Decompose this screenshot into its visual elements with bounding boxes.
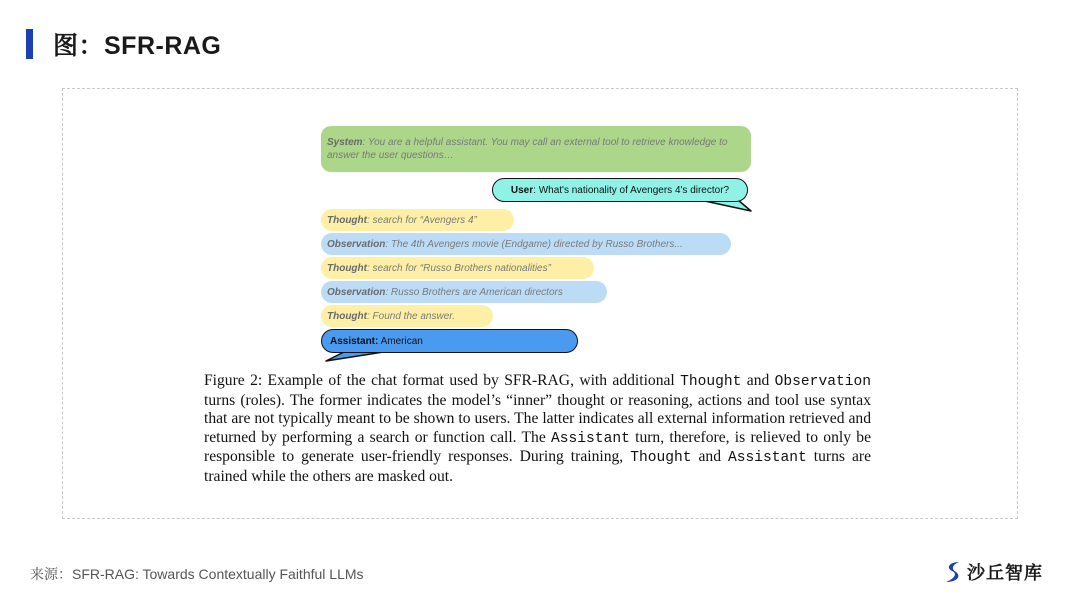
turn-text: : search for “Russo Brothers nationalities” — [366, 262, 551, 274]
assistant-message-bubble — [321, 329, 578, 353]
turn-text: : search for “Avengers 4” — [366, 214, 477, 226]
turn-role-label: Thought — [327, 214, 367, 226]
caption-code: Observation — [774, 374, 871, 390]
brand-logo — [943, 559, 1043, 585]
system-message-bubble — [321, 126, 751, 172]
turn-role-label: Thought — [327, 262, 367, 274]
observation-bubble — [321, 281, 607, 303]
caption-code: Assistant — [727, 450, 807, 466]
user-message-bubble — [492, 178, 748, 202]
caption-text: turns are trained while the others are masked out. — [204, 448, 872, 485]
thought-bubble — [321, 257, 594, 279]
system-role-label: System — [327, 137, 363, 148]
figure-caption — [204, 372, 871, 486]
assistant-role-label: Assistant: — [330, 335, 379, 347]
caption-text: and — [691, 448, 728, 465]
user-role-label: User — [510, 184, 534, 196]
assistant-message-text: American — [378, 335, 423, 347]
turn-text: : The 4th Avengers movie (Endgame) directed by Russo Brothers... — [385, 238, 683, 250]
caption-text: turn, therefore, is relieved to only be responsible to generate user-friendly responses. During training, — [204, 428, 871, 465]
turn-text: : Russo Brothers are American directors — [385, 286, 563, 298]
caption-code: Thought — [680, 374, 742, 390]
system-message-text: : You are a helpful assistant. You may call an external tool to retrieve knowledge to answer the user questions… — [327, 137, 728, 161]
caption-code: Thought — [630, 450, 692, 466]
caption-text: and — [741, 372, 775, 389]
page-header — [26, 28, 221, 60]
title-accent-bar — [26, 29, 33, 59]
turn-text: : Found the answer. — [366, 310, 455, 322]
caption-text: Figure 2: Example of the chat format used by SFR-RAG, with additional — [204, 372, 681, 389]
turn-role-label: Observation — [327, 238, 386, 250]
dune-logo-icon — [943, 560, 963, 584]
observation-bubble — [321, 233, 731, 255]
page-title: 图：SFR-RAG — [53, 32, 222, 60]
caption-code: Assistant — [551, 430, 630, 447]
thought-bubble — [321, 305, 493, 327]
user-message-text: : What's nationality of Avengers 4's director? — [533, 184, 730, 196]
thought-bubble — [321, 209, 514, 231]
caption-text: turns (roles). The former indicates the model’s “inner” thought or reasoning, actions and tool use syntax that are not typically meant to be shown to users. The latter indicates all external information retrieved and returned by performing a search or function call. The — [204, 391, 871, 446]
turn-role-label: Thought — [327, 310, 367, 322]
turn-role-label: Observation — [327, 286, 386, 298]
source-note: 来源：SFR-RAG: Towards Contextually Faithful LLMs — [30, 566, 364, 582]
logo-text: 沙丘智库 — [967, 563, 1043, 583]
